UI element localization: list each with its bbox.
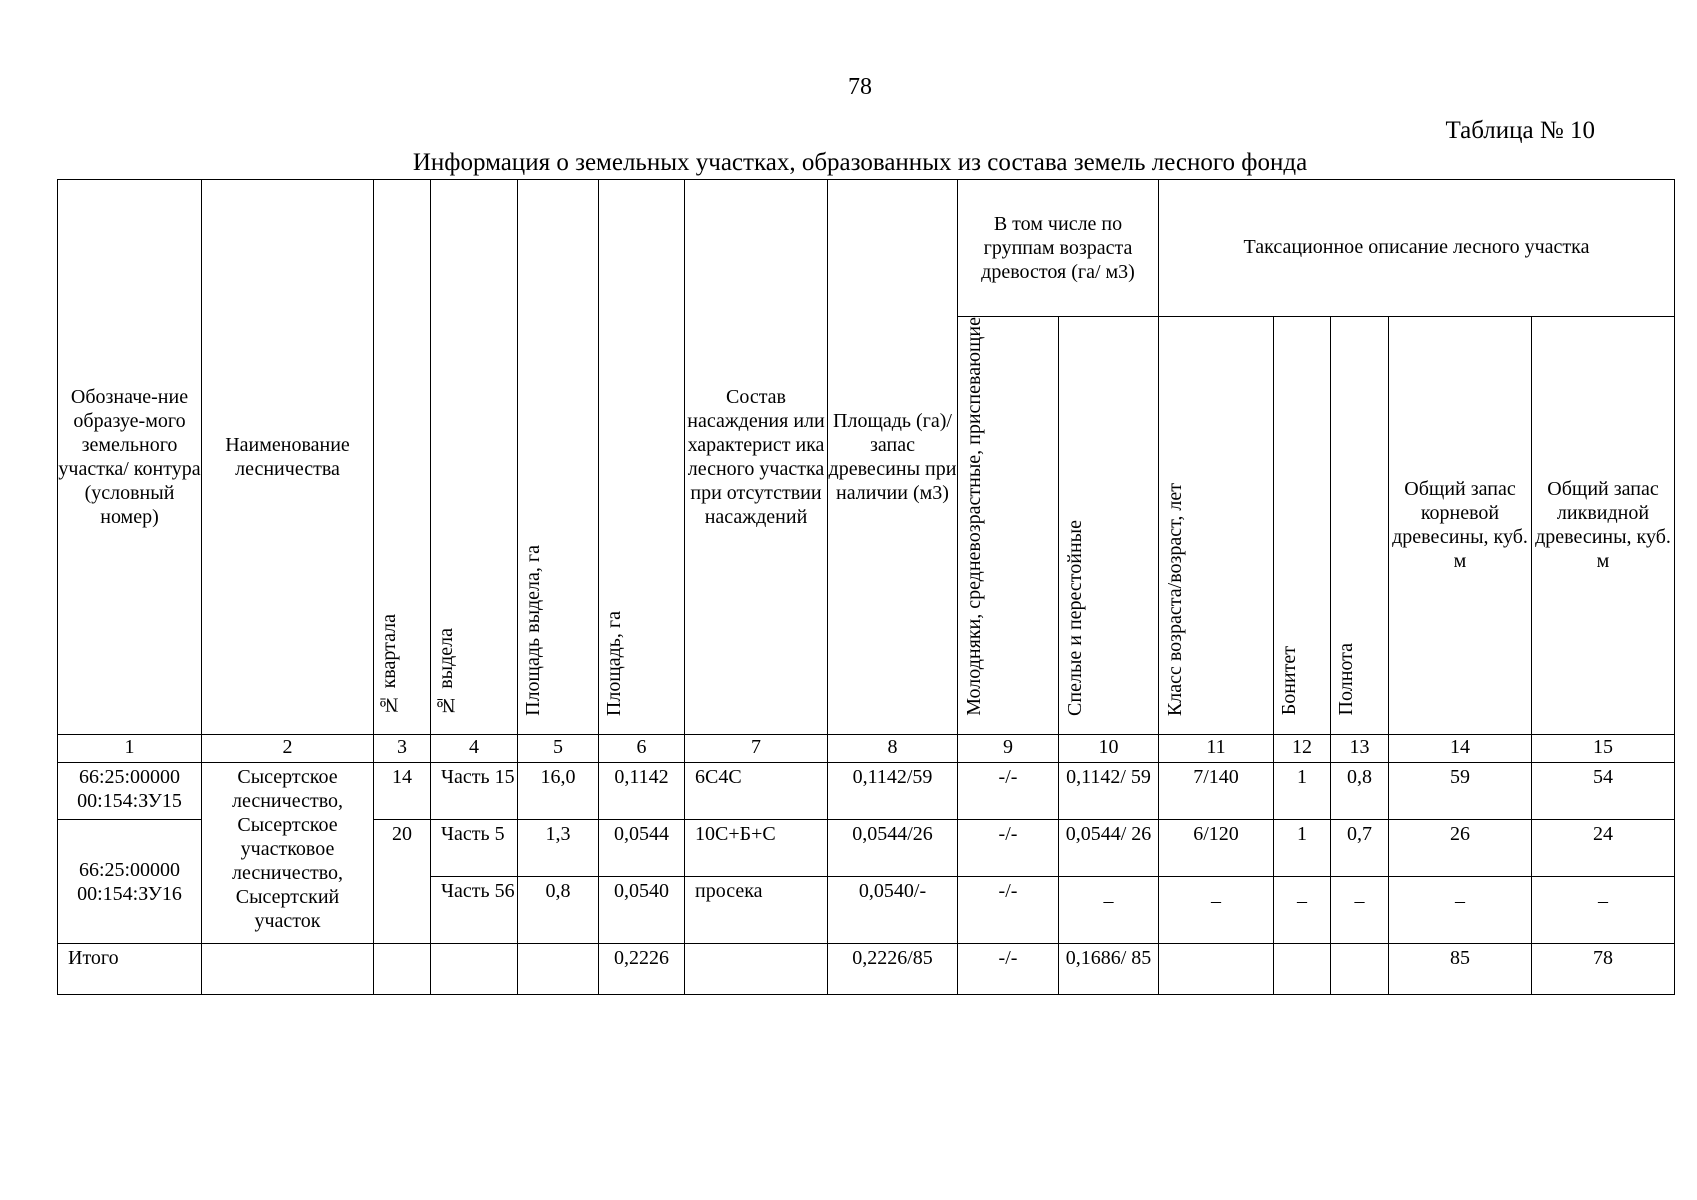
table-row [58,762,1675,819]
column-number: 11 [1159,734,1274,762]
total-root-cell: 59 [1389,762,1532,819]
header-vydel: № выдела [431,180,518,735]
mature-cell: 0,0544/ 26 [1059,819,1159,876]
polnota-cell: 0,8 [1331,762,1389,819]
header-vydel-area: Площадь выдела, га [518,180,599,735]
mature-cell: 0,1686/ 85 [1059,943,1159,994]
composition-cell: просека [685,876,828,943]
column-number: 8 [828,734,958,762]
polnota-cell: – [1331,876,1389,943]
bonitet-cell: – [1274,876,1331,943]
header-composition: Состав насаждения или характерист ика лесного участка при отсутствии насаждений [685,180,828,735]
header-age-class: Класс возраста/возраст, лет [1159,317,1274,735]
header-polnota: Полнота [1331,317,1389,735]
bonitet-cell: 1 [1274,762,1331,819]
header-kvartal: № квартала [374,180,431,735]
header-total-liquid: Общий запас ликвидной древесины, куб. м [1532,317,1675,735]
total-liquid-cell: – [1532,876,1675,943]
area-stock-cell: 0,0540/- [828,876,958,943]
vydel-cell: Часть 56 [431,876,518,943]
age-cell: 7/140 [1159,762,1274,819]
column-number: 14 [1389,734,1532,762]
kvartal-cell: 14 [374,762,431,819]
header-age-groups: В том числе по группам возраста древостоя (га/ м3) [958,180,1159,317]
column-number: 2 [202,734,374,762]
bonitet-cell: 1 [1274,819,1331,876]
young-cell: -/- [958,876,1059,943]
vydel-cell: Часть 15 [431,762,518,819]
polnota-cell: 0,7 [1331,819,1389,876]
header-area: Площадь, га [599,180,685,735]
total-root-cell: – [1389,876,1532,943]
forestry-cell: Сысертское лесничество, Сысертское участковое лесничество, Сысертский участок [202,762,374,943]
age-cell: – [1159,876,1274,943]
empty-cell [202,943,374,994]
empty-cell [431,943,518,994]
column-number: 6 [599,734,685,762]
total-liquid-cell: 24 [1532,819,1675,876]
area-stock-cell: 0,1142/59 [828,762,958,819]
vydel-area-cell: 16,0 [518,762,599,819]
mature-cell: – [1059,876,1159,943]
area-stock-cell: 0,2226/85 [828,943,958,994]
header-young: Молодняки, средневозрастные, приспевающие [958,317,1059,735]
total-liquid-cell: 54 [1532,762,1675,819]
young-cell: -/- [958,943,1059,994]
total-root-cell: 26 [1389,819,1532,876]
header-mature: Спелые и перестойные [1059,317,1159,735]
total-liquid-cell: 78 [1532,943,1675,994]
composition-cell: 10С+Б+С [685,819,828,876]
total-row [58,943,1675,994]
column-number: 13 [1331,734,1389,762]
column-number: 12 [1274,734,1331,762]
column-number: 4 [431,734,518,762]
area-cell: 0,2226 [599,943,685,994]
column-number: 3 [374,734,431,762]
empty-cell [685,943,828,994]
vydel-cell: Часть 5 [431,819,518,876]
empty-cell [1331,943,1389,994]
area-cell: 0,0540 [599,876,685,943]
area-cell: 0,1142 [599,762,685,819]
young-cell: -/- [958,819,1059,876]
empty-cell [1159,943,1274,994]
header-area-stock: Площадь (га)/ запас древесины при наличии (м3) [828,180,958,735]
vydel-area-cell: 0,8 [518,876,599,943]
empty-cell [518,943,599,994]
empty-cell [374,943,431,994]
page-number: 78 [848,74,872,100]
area-stock-cell: 0,0544/26 [828,819,958,876]
age-cell: 6/120 [1159,819,1274,876]
column-number: 7 [685,734,828,762]
header-total-root: Общий запас корневой древесины, куб. м [1389,317,1532,735]
column-number-row [58,734,1675,762]
total-label: Итого [58,943,202,994]
header-plot-id: Обозначе-ние образуе-мого земельного участка/ контура (условный номер) [58,180,202,735]
column-number: 10 [1059,734,1159,762]
young-cell: -/- [958,762,1059,819]
table-title: Информация о земельных участках, образованных из состава земель лесного фонда [412,149,1308,176]
composition-cell: 6С4С [685,762,828,819]
kvartal-cell: 20 [374,819,431,943]
header-taxation: Таксационное описание лесного участка [1159,180,1675,317]
table-number: Таблица № 10 [1445,117,1595,144]
column-number: 9 [958,734,1059,762]
empty-cell [1274,943,1331,994]
area-cell: 0,0544 [599,819,685,876]
column-number: 1 [58,734,202,762]
column-number: 15 [1532,734,1675,762]
header-forestry: Наименование лесничества [202,180,374,735]
header-bonitet: Бонитет [1274,317,1331,735]
column-number: 5 [518,734,599,762]
plot-id-cell: 66:25:00000 00:154:ЗУ16 [58,819,202,943]
land-plots-table [57,179,1675,995]
plot-id-cell: 66:25:00000 00:154:ЗУ15 [58,762,202,819]
total-root-cell: 85 [1389,943,1532,994]
vydel-area-cell: 1,3 [518,819,599,876]
mature-cell: 0,1142/ 59 [1059,762,1159,819]
